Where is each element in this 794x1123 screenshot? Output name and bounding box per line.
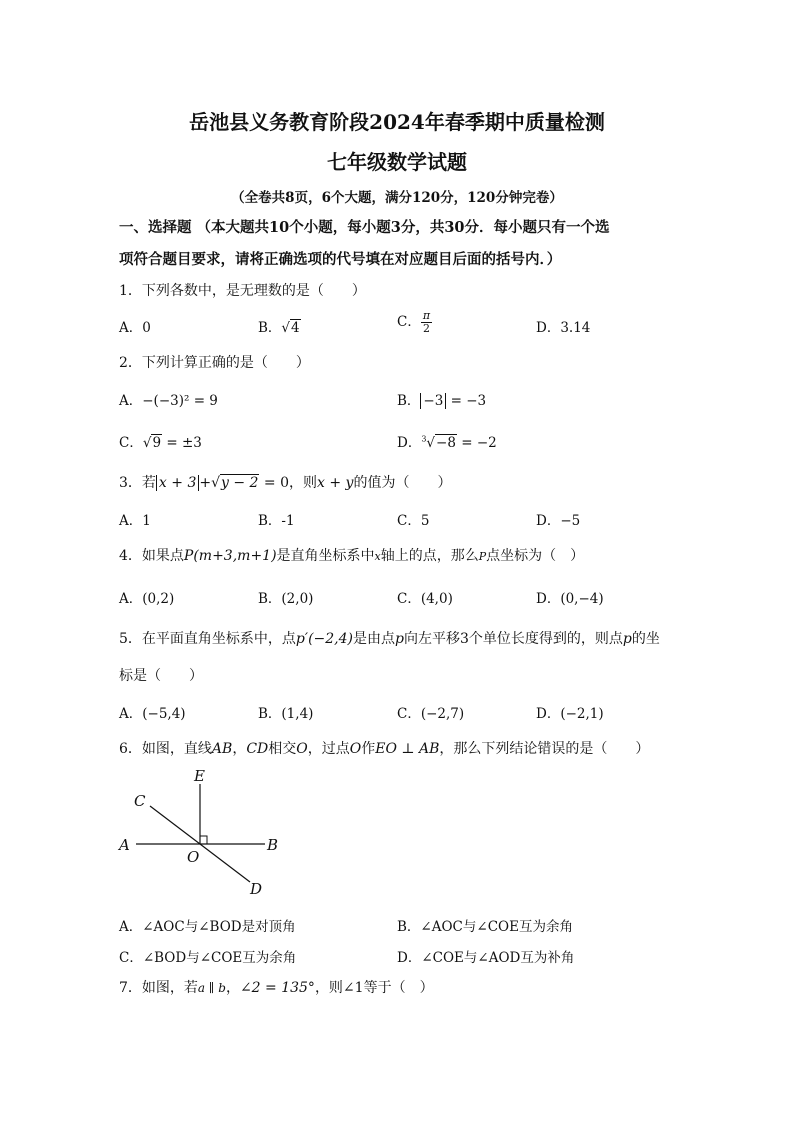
q2-option-d-index: 3 [421, 434, 427, 444]
q2-option-d: D．$^3$√−8 = −2 [397, 434, 497, 451]
q2-option-b-prefix: B． [397, 393, 421, 409]
q7-angle: ∠2 = 135° [239, 980, 315, 996]
q3-option-d: D．−5 [536, 513, 581, 529]
q3-sqrt-expr: y − 2 [221, 475, 259, 491]
q1-option-c-prefix: C． [397, 314, 421, 330]
q1-option-b-radicand: 4 [291, 320, 300, 336]
q2-option-a [119, 389, 218, 409]
question-1-stem: 1．下列各数中，是无理数的是（ ） [119, 283, 366, 299]
q5-option-a: A．(−5,4) [119, 706, 186, 722]
q6-option-c: C．∠BOD与∠COE互为余角 [119, 950, 297, 966]
right-angle-mark [200, 836, 207, 844]
q1-option-b: B．√4 [258, 320, 300, 336]
q7-parallel: a ∥ b [197, 981, 226, 995]
q2-option-a-prefix: A． [119, 393, 143, 409]
q6-geometry-figure [110, 762, 310, 902]
q2-option-c-rest: = ±3 [162, 435, 202, 451]
q5-option-d: D．(−2,1) [536, 706, 604, 722]
question-5-stem-line2: 标是（ ） [119, 668, 203, 684]
question-4-stem: 4．如果点P(m+3,m+1)是直角坐标系中x轴上的点，那么P点坐标为（ ） [119, 548, 585, 564]
label-o: O [187, 848, 200, 866]
q4-option-c: C．(4,0) [397, 591, 453, 607]
section-heading-line1: 一、选择题 （本大题共10个小题，每小题3分，共30分．每小题只有一个选 [119, 219, 610, 236]
section-heading-line2: 项符合题目要求，请将正确选项的代号填在对应题目后面的括号内．） [119, 251, 562, 268]
q1-option-a: A．0 [119, 320, 151, 336]
q5-point: p′(−2,4) [295, 631, 353, 647]
q3-option-b: B．-1 [258, 513, 295, 529]
q1-option-c [397, 310, 432, 335]
label-e: E [194, 767, 205, 785]
q1-option-c-fraction [421, 310, 432, 335]
q3-abs-expr: x + 3 [156, 475, 199, 491]
q2-option-d-rest: = −2 [456, 435, 497, 451]
q2-option-a-expr: −(−3)² = 9 [142, 393, 218, 409]
q2-option-b [397, 389, 486, 409]
q2-option-b-abs: −3 [420, 393, 446, 409]
q6-option-d: D．∠COE与∠AOD互为补角 [397, 950, 575, 966]
question-5-stem: 5．在平面直角坐标系中，点p′(−2,4)是由点p向左平移3个单位长度得到的，则点p的坐 [119, 631, 660, 647]
exam-note: （全卷共8页，6个大题，满分120分，120分钟完卷） [231, 190, 563, 206]
q1-option-b-prefix: B． [258, 320, 282, 336]
q2-option-b-rest: = −3 [446, 393, 487, 409]
question-7-stem: 7．如图，若a ∥ b，∠2 = 135°，则∠1等于（ ） [119, 980, 434, 996]
q3-option-a: A．1 [119, 513, 151, 529]
q3-option-c: C．5 [397, 513, 430, 529]
q2-option-c-radicand: 9 [152, 435, 162, 451]
question-2-stem: 2．下列计算正确的是（ ） [119, 355, 310, 371]
q4-option-a: A．(0,2) [119, 591, 175, 607]
q1-option-c-numerator: π [422, 309, 431, 322]
exam-subtitle: 七年级数学试题 [327, 150, 467, 174]
q2-option-d-prefix: D． [397, 435, 422, 451]
q4-option-b: B．(2,0) [258, 591, 314, 607]
q4-option-d: D．(0,−4) [536, 591, 604, 607]
q4-point: P(m+3,m+1) [183, 548, 277, 564]
q2-option-d-radicand: −8 [436, 435, 456, 451]
question-6-stem: 6．如图，直线AB，CD相交O，过点O作EO ⊥ AB，那么下列结论错误的是（ ） [119, 741, 650, 757]
q3-xy: x + y [317, 475, 354, 491]
label-a: A [119, 836, 130, 854]
question-3-stem: 3．若 x + 3 +√y − 2 = 0，则x + y的值为（ ） [119, 475, 452, 491]
label-b: B [267, 836, 279, 854]
q2-option-c-prefix: C． [119, 435, 143, 451]
q6-option-b: B．∠AOC与∠COE互为余角 [397, 919, 573, 935]
exam-title: 岳池县义务教育阶段2024年春季期中质量检测 [189, 110, 605, 134]
label-c: C [134, 792, 146, 810]
q5-option-b: B．(1,4) [258, 706, 314, 722]
label-d: D [250, 880, 263, 898]
q1-option-c-denominator: 2 [422, 322, 430, 335]
q1-option-d: D．3.14 [536, 320, 591, 336]
q6-option-a: A．∠AOC与∠BOD是对顶角 [119, 919, 296, 935]
q2-option-c: C．√9 = ±3 [119, 435, 202, 451]
q5-option-c: C．(−2,7) [397, 706, 465, 722]
